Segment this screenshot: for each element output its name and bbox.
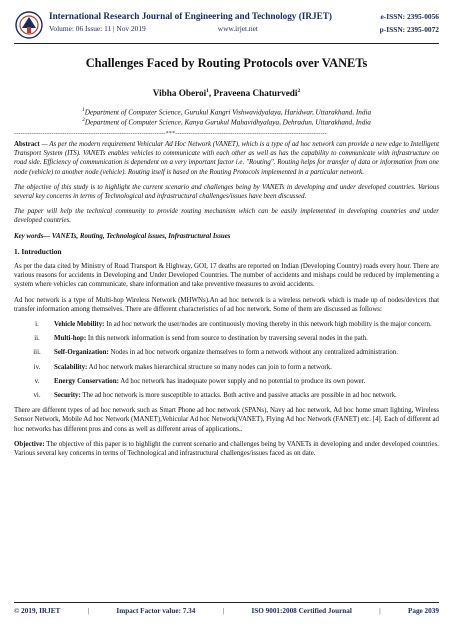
list-item-description: Nodes in ad hoc network organize themselves to form a network without any centralized administration. <box>108 349 398 357</box>
footer-impact-factor: Impact Factor value: 7.34 <box>116 607 196 615</box>
list-item-number: iv. <box>33 363 41 371</box>
list-item <box>14 334 439 343</box>
footer-separator: | <box>379 607 381 615</box>
journal-website[interactable]: www.irjet.net <box>217 24 258 33</box>
list-item-term: Scalability: <box>54 363 88 371</box>
journal-header <box>14 9 439 41</box>
list-item-description: Ad hoc network makes hierarchical structure so many nodes can join to form a network. <box>87 363 332 371</box>
objective-label: Objective: <box>14 440 45 448</box>
paper-title: Challenges Faced by Routing Protocols over VANETs <box>85 56 368 70</box>
list-item-term: Security: <box>54 392 81 400</box>
list-item-description: Ad hoc network has inadequate power supply and no potential to produce its own power. <box>118 377 366 385</box>
list-item-number: v. <box>34 377 40 385</box>
footer-separator: | <box>87 607 90 615</box>
affiliation-1-sup: 1 <box>81 107 85 113</box>
affiliation-1 <box>0 107 453 116</box>
keywords <box>14 232 439 241</box>
list-item-number: vi. <box>33 392 41 400</box>
intro-paragraph-2: Ad hoc network is a type of Multi-hop Wireless Network (MHWNs).An ad hoc network is a wireless network which is made up of nodes/devices that transfer information among themselves. There are different characteristics of ad hoc network. Some of them are discussed as follows: <box>14 296 439 313</box>
affiliation-1-text: Department of Computer Science, Gurukul Kangri Vishwavidyalaya, Haridwar, Uttarakhand, India <box>84 108 372 117</box>
author-1-sup: 1 <box>206 88 209 94</box>
list-item-number: i. <box>35 321 39 329</box>
list-item <box>14 363 439 372</box>
list-item-number: iii. <box>33 349 41 357</box>
list-item <box>14 348 439 357</box>
affiliation-2-text: Department of Computer Science, Kanya Gurukul Mahavidhyalaya, Dehradun, Uttarakhand, India <box>84 118 371 127</box>
page-footer <box>14 607 439 615</box>
affiliation-2 <box>0 117 453 126</box>
list-item-text <box>54 320 439 329</box>
header-divider <box>14 43 439 44</box>
footer-divider <box>14 602 439 603</box>
section-separator: ---------------------------------------------------------------------***--------------------------------------------------------------------- <box>14 131 327 137</box>
list-item-text <box>54 363 439 372</box>
list-item-number: ii. <box>34 335 40 343</box>
keywords-list: — VANETs, Routing, Technological issues, Infrastructural Issues <box>43 232 231 240</box>
footer-separator: | <box>222 607 225 615</box>
abstract-text: — As per the modern requirement Vehicular Ad Hoc Network (VANET), which is a type of ad hoc network can provide a new edge to Intelligent Transport System (ITS). VANETs enables vehicles to communicate with each other as well as has the capability to communicate with infrastructure on road side. Efficiency of communication is dependent on a very important factor i.e. "Routing". Routing helps for transfer of data or information from one node (vehicle) to another node (vehicle). Routing itself is based on the Routing Protocols implemented in a particular network. <box>14 141 439 176</box>
affiliation-2-sup: 2 <box>82 117 85 123</box>
paper-body <box>14 140 439 464</box>
list-item-term: Vehicle Mobility: <box>54 321 105 329</box>
author-1: Vibha Oberoi <box>152 88 207 99</box>
abstract <box>14 140 439 177</box>
list-item-term: Self-Organization: <box>54 349 109 357</box>
list-item-description: In ad hoc network the user/nodes are continuously moving thereby in this network high mobility is the major concern. <box>104 321 432 329</box>
objective-paragraph <box>14 440 439 458</box>
volume-issue <box>49 24 258 33</box>
section-heading-introduction: 1. Introduction <box>14 246 62 256</box>
author-2: , Praveena Chaturvedi <box>208 88 298 99</box>
footer-page-number: Page 2039 <box>407 607 439 615</box>
list-item <box>14 391 439 400</box>
list-item <box>14 377 439 386</box>
list-item-term: Energy Conservation: <box>54 377 119 385</box>
list-item-text <box>54 377 439 386</box>
irjet-logo-icon <box>14 10 44 40</box>
list-item-description: The ad hoc network is more susceptible to attacks. Both active and passive attacks are possible in ad hoc network. <box>80 392 397 400</box>
footer-copyright: © 2019, IRJET <box>14 607 61 615</box>
intro-paragraph-1: As per the data cited by Ministry of Road Transport & Highway, GOI, 17 deaths are reported on Indian (Developing Country) roads every hour. There are various reasons for accidents in Developing and Under Developed Countries. The number of accidents and mishaps could be reduced by implementing a system where vehicles can communicate, share information and take preventive measures to avoid accidents. <box>14 263 439 289</box>
list-item-text <box>54 348 439 357</box>
eissn: e-ISSN: 2395-0056 <box>380 12 439 21</box>
characteristics-list <box>14 320 439 400</box>
objective-text: The objective of this paper is to highlight the current scenario and challenges being by VANETs in developing and under developed countries. Various several key concerns in terms of Technological and infrastructural challenges/issues faced as on date. <box>14 440 439 458</box>
keywords-label: Key words <box>14 232 44 240</box>
list-item-description: In this network information is send from source to destination by traversing several nodes in the path. <box>86 335 368 343</box>
list-item-text <box>54 334 439 343</box>
volume-issue-text: Volume: 06 Issue: 11 | Nov 2019 <box>49 24 146 33</box>
abstract-paragraph-3: The paper will help the technical community to provide routing mechanism which can be easily implemented in developing countries and under developed countries. <box>14 208 439 225</box>
pissn: p-ISSN: 2395-0072 <box>379 25 439 34</box>
abstract-paragraph-2: The objective of this study is to highlight the current scenario and challenges being by VANETs in developing and under developed countries. Various several key concerns in terms of Technological and infrastructural challenges/issues have been discussed. <box>14 183 439 201</box>
intro-paragraph-3: There are different types of ad hoc network such as Smart Phone ad hoc network (SPANs), Navy ad hoc network, Ad hoc home smart lighting, Wireless Sensor Network, Mobile Ad hoc Network (MANET),Vehicular Ad hoc Network(VANET), Flying Ad hoc Network (FANET) etc. [4]. Each of different ad hoc networks has different pros and cons as well as different areas of applications.. <box>14 407 439 433</box>
author-2-sup: 2 <box>297 88 301 94</box>
authors <box>0 88 453 98</box>
list-item-term: Multi-hop: <box>54 335 87 343</box>
journal-name: International Research Journal of Engineering and Technology (IRJET) <box>49 11 332 21</box>
abstract-label: Abstract <box>14 141 40 148</box>
list-item-text <box>54 391 439 400</box>
list-item <box>14 320 439 329</box>
footer-iso: ISO 9001:2008 Certified Journal <box>251 607 352 615</box>
